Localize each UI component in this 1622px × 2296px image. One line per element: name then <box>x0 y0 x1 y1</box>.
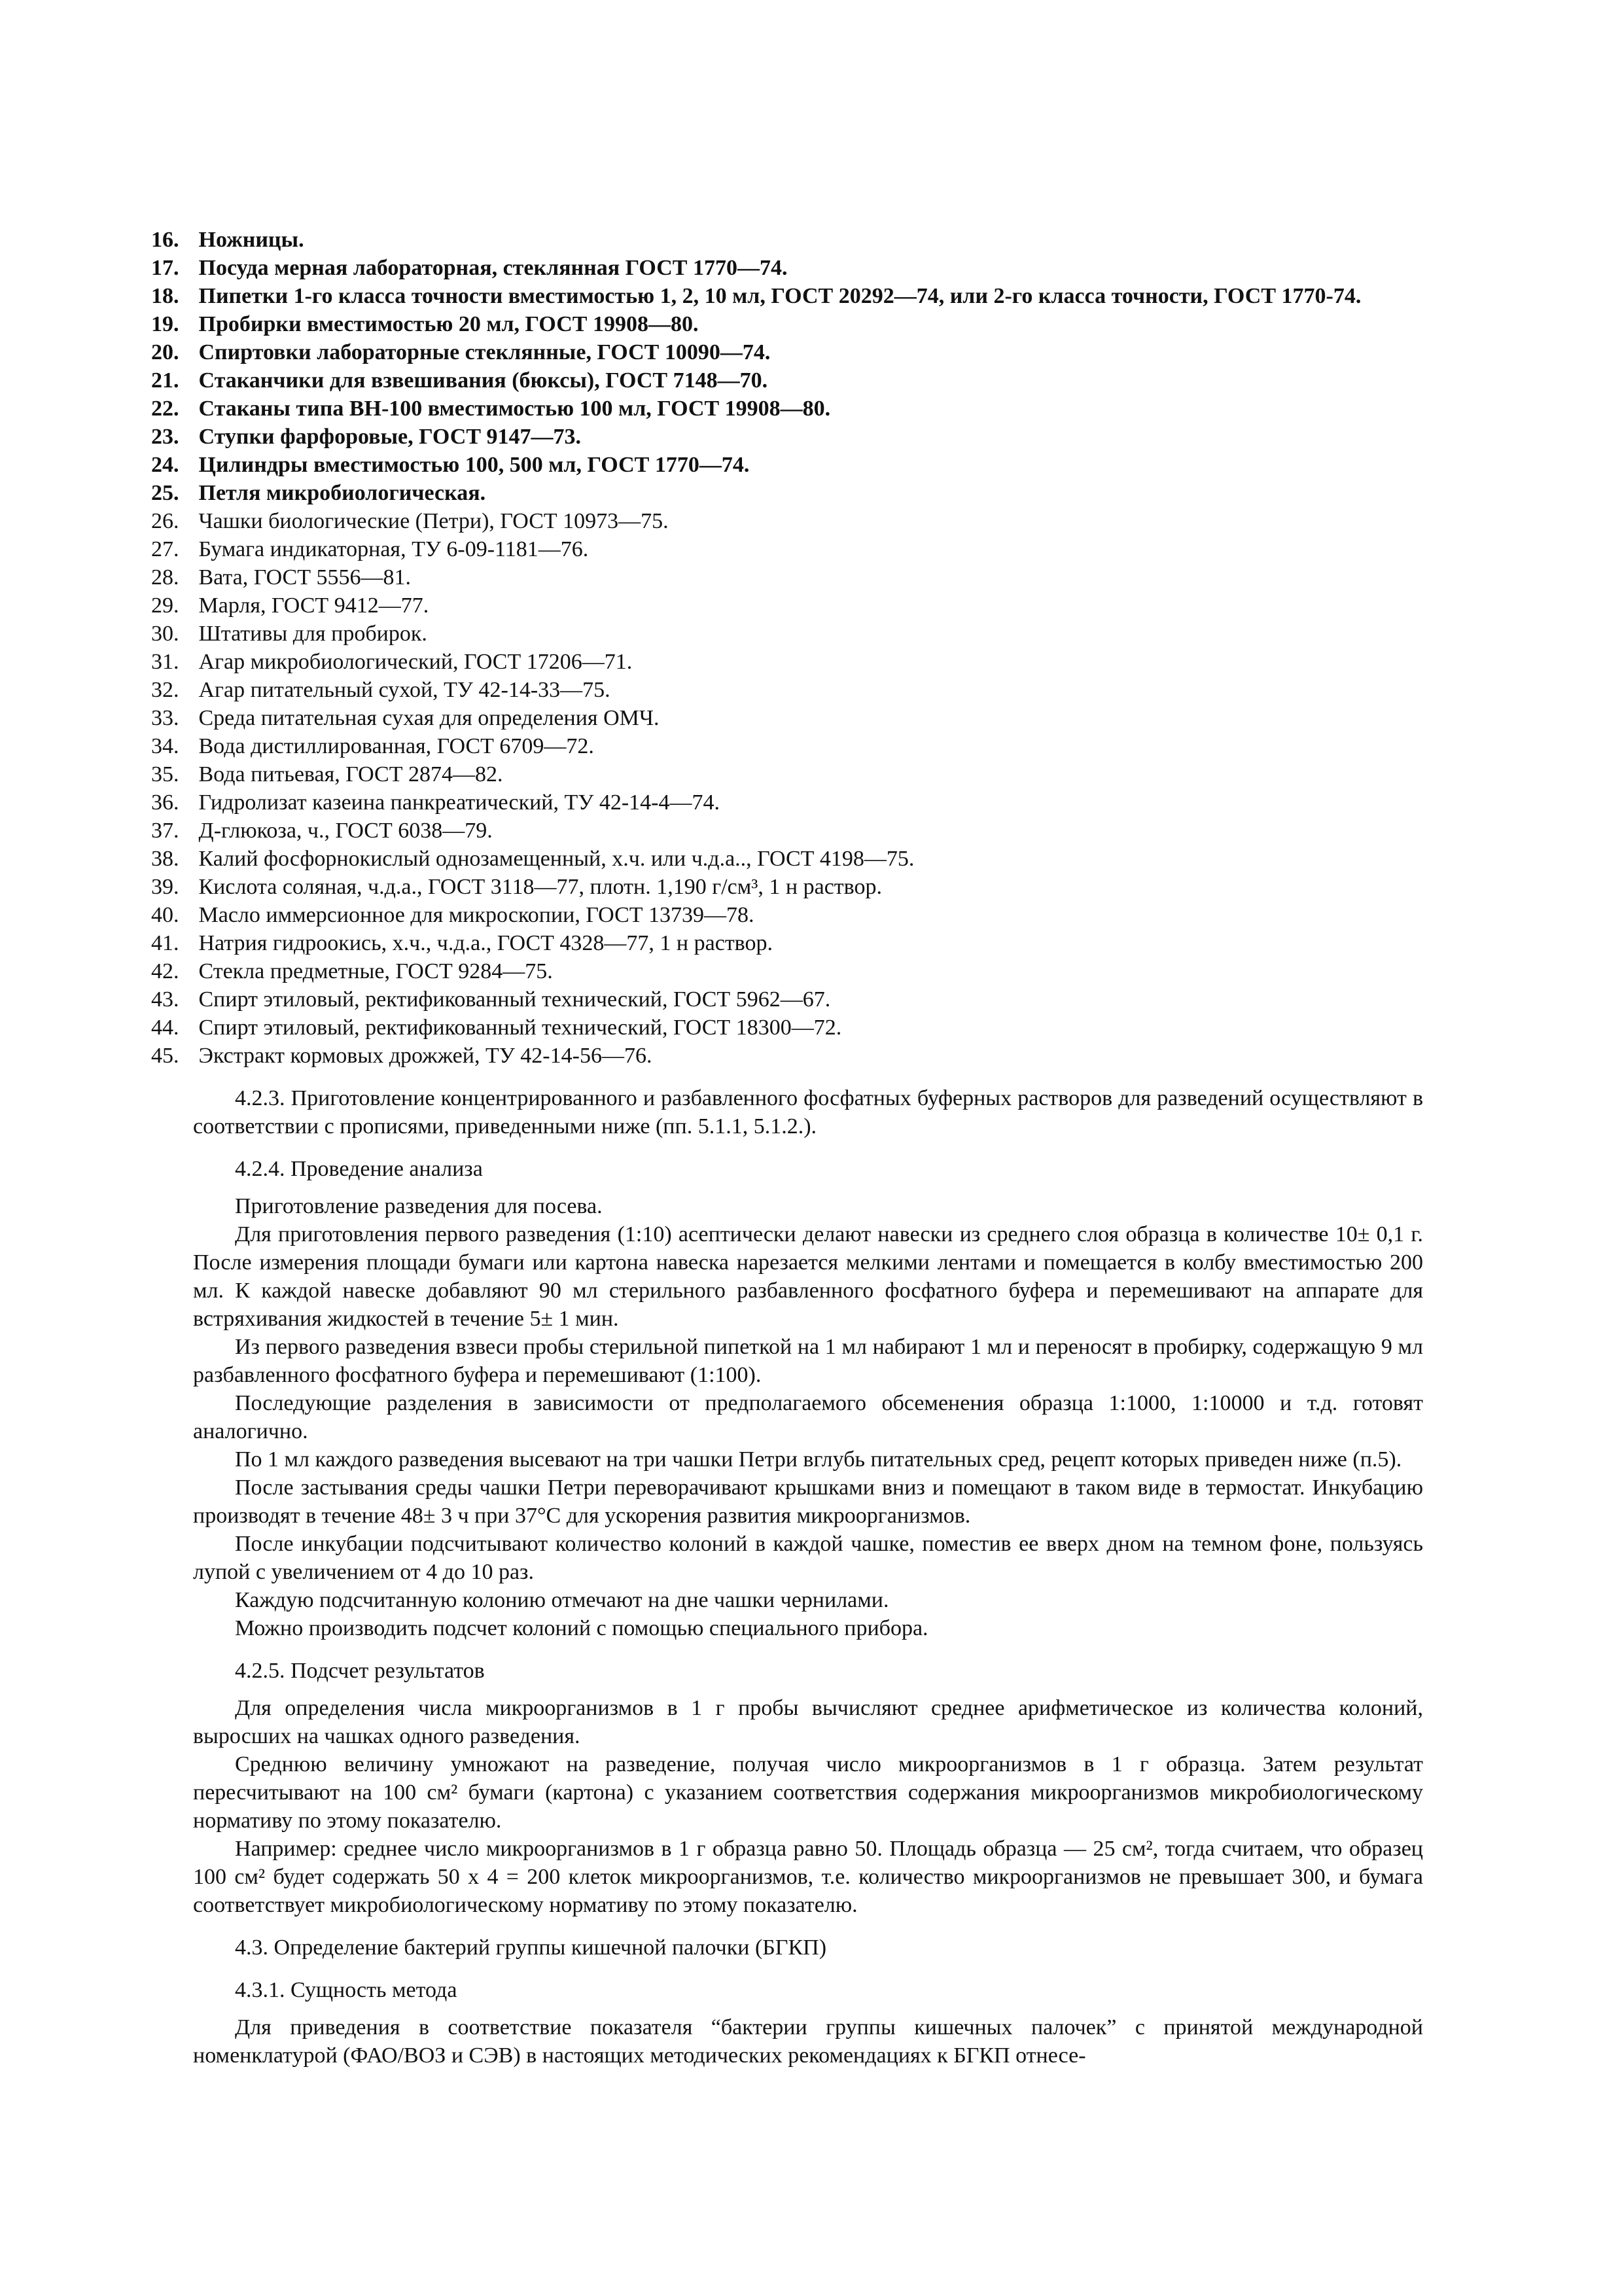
list-item: 19. Пробирки вместимостью 20 мл, ГОСТ 19908—80. <box>151 312 699 336</box>
list-item: 39. Кислота соляная, ч.д.а., ГОСТ 3118—77, плотн. 1,190 г/см³, 1 н раствор. <box>151 875 882 899</box>
list-item: 20. Спиртовки лабораторные стеклянные, ГОСТ 10090—74. <box>151 340 771 364</box>
paragraph: Можно производить подсчет колоний с помощью специального прибора. <box>235 1616 928 1640</box>
section-4-2-5-title: 4.2.5. Подсчет результатов <box>235 1659 485 1683</box>
section-4-3-1-title: 4.3.1. Сущность метода <box>235 1978 457 2002</box>
list-item: 38. Калий фосфорнокислый однозамещенный, х.ч. или ч.д.а.., ГОСТ 4198—75. <box>151 847 915 871</box>
list-item: 45. Экстракт кормовых дрожжей, ТУ 42-14-56—76. <box>151 1044 652 1068</box>
list-item: 44. Спирт этиловый, ректификованный технический, ГОСТ 18300—72. <box>151 1016 842 1040</box>
paragraph: Для определения числа микроорганизмов в 1 г пробы вычисляют среднее арифметическое из количества колоний, выросших на чашках одного разведения. <box>193 1696 1423 1748</box>
section-4-2-4-subtitle: Приготовление разведения для посева. <box>235 1194 603 1218</box>
list-item: 16. Ножницы. <box>151 228 304 252</box>
paragraph: Для приготовления первого разведения (1:10) асептически делают навески из среднего слоя образца в количестве 10± 0,1 г. После измерения площади бумаги или картона навеска нарезается мелкими лентами и помещается в колбу вместимостью 200 мл. К каждой навеске добавляют 90 мл стерильного разбавленного фосфатного буфера и перемешивают на аппарате для встряхивания жидкостей в течение 5± 1 мин. <box>193 1222 1423 1331</box>
paragraph: После застывания среды чашки Петри переворачивают крышками вниз и помещают в таком виде в термостат. Инкубацию производят в течение 48± 3 ч при 37°С для ускорения развития микроорганизмов. <box>193 1475 1423 1528</box>
paragraph: После инкубации подсчитывают количество колоний в каждой чашке, поместив ее вверх дном на темном фоне, пользуясь лупой с увеличением от 4 до 10 раз. <box>193 1532 1423 1584</box>
list-item: 22. Стаканы типа ВН-100 вместимостью 100 мл, ГОСТ 19908—80. <box>151 397 831 421</box>
list-item: 27. Бумага индикаторная, ТУ 6-09-1181—76. <box>151 537 589 561</box>
list-item: 31. Агар микробиологический, ГОСТ 17206—71. <box>151 650 633 674</box>
list-item: 36. Гидролизат казеина панкреатический, ТУ 42-14-4—74. <box>151 790 720 815</box>
list-item: 35. Вода питьевая, ГОСТ 2874—82. <box>151 762 503 786</box>
list-item: 26. Чашки биологические (Петри), ГОСТ 10973—75. <box>151 509 669 533</box>
list-item: 43. Спирт этиловый, ректификованный технический, ГОСТ 5962—67. <box>151 987 831 1012</box>
list-item: 42. Стекла предметные, ГОСТ 9284—75. <box>151 959 553 983</box>
list-item: 32. Агар питательный сухой, ТУ 42-14-33—75. <box>151 678 610 702</box>
list-item: 40. Масло иммерсионное для микроскопии, ГОСТ 13739—78. <box>151 903 754 927</box>
list-item: 29. Марля, ГОСТ 9412—77. <box>151 593 429 618</box>
paragraph: Из первого разведения взвеси пробы стерильной пипеткой на 1 мл набирают 1 мл и переносят в пробирку, содержащую 9 мл разбавленного фосфатного буфера и перемешивают (1:100). <box>193 1335 1423 1387</box>
list-item: 28. Вата, ГОСТ 5556—81. <box>151 565 411 590</box>
paragraph: Например: среднее число микроорганизмов в 1 г образца равно 50. Площадь образца — 25 см², тогда считаем, что образец 100 см² будет содержать 50 х 4 = 200 клеток микроорганизмов, т.е. количество микроорганизмов не превышает 300, и бумага соответствует микробиологическому нормативу по этому показателю. <box>193 1837 1423 1917</box>
list-item: 24. Цилиндры вместимостью 100, 500 мл, ГОСТ 1770—74. <box>151 453 750 477</box>
paragraph: Для приведения в соответствие показателя “бактерии группы кишечных палочек” с принятой международной номенклатурой (ФАО/ВОЗ и СЭВ) в настоящих методических рекомендациях к БГКП отнесе- <box>193 2015 1423 2068</box>
document-page <box>151 226 1423 2070</box>
equipment-list <box>151 226 1423 1070</box>
list-item: 34. Вода дистиллированная, ГОСТ 6709—72. <box>151 734 594 758</box>
list-item: 33. Среда питательная сухая для определения ОМЧ. <box>151 706 660 730</box>
list-item: 41. Натрия гидроокись, х.ч., ч.д.а., ГОСТ 4328—77, 1 н раствор. <box>151 931 773 955</box>
section-4-2-3: 4.2.3. Приготовление концентрированного и разбавленного фосфатных буферных растворов для разведений осуществляют в соответствии с прописями, приведенными ниже (пп. 5.1.1, 5.1.2.). <box>193 1086 1423 1139</box>
paragraph: По 1 мл каждого разведения высевают на три чашки Петри вглубь питательных сред, рецепт которых приведен ниже (п.5). <box>235 1447 1402 1472</box>
section-4-3-title: 4.3. Определение бактерий группы кишечной палочки (БГКП) <box>235 1935 827 1960</box>
list-item: 21. Стаканчики для взвешивания (бюксы), ГОСТ 7148—70. <box>151 368 768 393</box>
list-item: 37. Д-глюкоза, ч., ГОСТ 6038—79. <box>151 819 493 843</box>
paragraph: Среднюю величину умножают на разведение, получая число микроорганизмов в 1 г образца. Затем результат пересчитывают на 100 см² бумаги (картона) с указанием соответствия содержания микроорганизмов микробиологическому нормативу по этому показателю. <box>193 1752 1423 1833</box>
list-item: 30. Штативы для пробирок. <box>151 622 427 646</box>
list-item: 23. Ступки фарфоровые, ГОСТ 9147—73. <box>151 425 582 449</box>
list-item: 25. Петля микробиологическая. <box>151 481 486 505</box>
list-item: 18. Пипетки 1-го класса точности вместимостью 1, 2, 10 мл, ГОСТ 20292—74, или 2-го класса точности, ГОСТ 1770-74. <box>151 284 1362 308</box>
paragraph: Последующие разделения в зависимости от предполагаемого обсеменения образца 1:1000, 1:10000 и т.д. готовят аналогично. <box>193 1391 1423 1443</box>
list-item: 17. Посуда мерная лабораторная, стеклянная ГОСТ 1770—74. <box>151 256 788 280</box>
section-4-2-4-title: 4.2.4. Проведение анализа <box>235 1157 483 1181</box>
paragraph: Каждую подсчитанную колонию отмечают на дне чашки чернилами. <box>235 1588 889 1612</box>
